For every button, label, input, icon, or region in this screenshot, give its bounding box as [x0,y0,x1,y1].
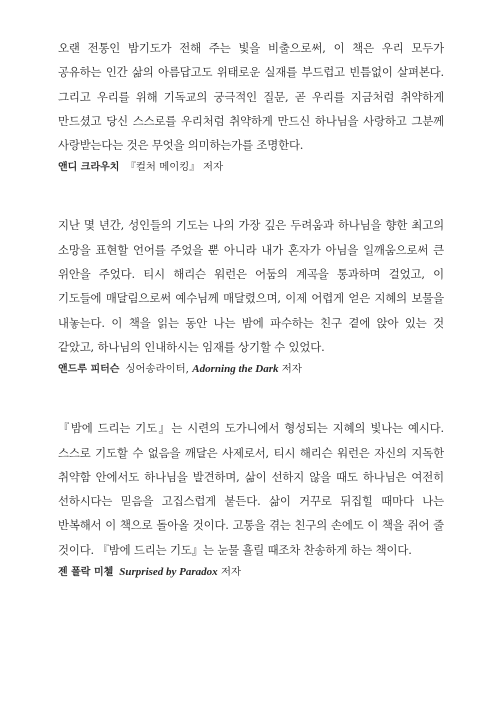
spacer [58,378,444,416]
endorsements-page [58,36,444,581]
endorsement-quote: 지난 몇 년간, 성인들의 기도는 나의 가장 깊은 두려움과 하나님을 향한 최고의 소망을 표현할 언어를 주었을 뿐 아니라 내가 혼자가 아님을 일깨움으로써 큰 위안을 주었다. 티시 해리슨 워런은 어둠의 계곡을 통과하며 걸었고, 이 기도들에 매달림으로써 예수님께 매달렸으며, 이제 어렵게 얻은 지혜의 보물을 내놓는다. 이 책을 읽는 동안 나는 밤에 파수하는 친구 곁에 앉아 있는 것 같았고, 하나님의 인내하시는 임재를 상기할 수 있었다. [58,218,444,354]
endorsement-attribution [58,361,444,378]
endorsement-attribution [58,159,444,176]
endorsement-quote: 『밤에 드리는 기도』는 시련의 도가니에서 형성되는 지혜의 빛나는 예시다. 스스로 기도할 수 없음을 깨달은 사제로서, 티시 해리슨 워런은 자신의 지독한 취약함 안에서도 하나님을 발견하며, 삶이 선하지 않을 때도 하나님은 여전히 선하시다는 믿음을 고집스럽게 붙든다. 삶이 거꾸로 뒤집힐 때마다 나는 반복해서 이 책으로 돌아올 것이다. 고통을 겪는 친구의 손에도 이 책을 쥐어 줄 것이다. 『밤에 드리는 기도』는 눈물 흘릴 때조차 찬송하게 하는 책이다. [58,421,444,557]
endorser-role: Surprised by Paradox 저자 [119,566,242,579]
endorser-role: 싱어송라이터, Adorning the Dark 저자 [125,363,302,376]
endorser-name: 앤디 크라우치 [58,162,120,174]
endorsement-3 [58,416,444,581]
endorser-name: 젠 폴락 미첼 [58,567,114,579]
endorsement-1 [58,36,444,176]
endorsement-attribution [58,564,444,581]
endorser-name: 앤드루 피터슨 [58,364,120,376]
endorsement-quote: 오랜 전통인 밤기도가 전해 주는 빛을 비출으로써, 이 책은 우리 모두가 공유하는 인간 삶의 아름답고도 위태로운 실재를 부드럽고 빈틈없이 살펴본다. 그리고 우리를 위해 기독교의 궁극적인 질문, 곧 우리를 지금처럼 취약하게 만드셨고 당신 스스로를 우리처럼 취약하게 만드신 하나님을 사랑하고 그분께 사랑받는다는 것은 무엇을 의미하는가를 조명한다. [58,41,444,153]
endorsement-2 [58,213,444,378]
spacer [58,176,444,213]
endorser-role: 『컬처 메이킹』 저자 [125,161,224,174]
